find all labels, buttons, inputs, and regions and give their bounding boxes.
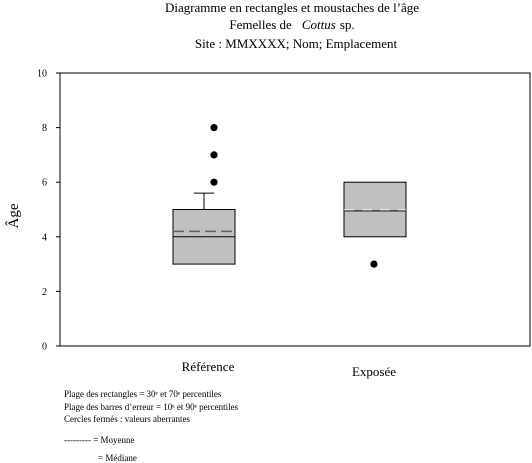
plot-frame (60, 73, 530, 346)
box-group (344, 182, 406, 268)
legend-box-range: Plage des rectangles = 30ᵉ et 70ᵉ percentiles (64, 389, 222, 399)
y-axis-label: Âge (6, 203, 22, 229)
category-label-reference: Référence (181, 359, 235, 374)
category-label-exposee: Exposée (351, 364, 397, 379)
legend-mean: --------- = Moyenne (64, 435, 135, 445)
outlier-point (210, 124, 217, 131)
y-tick-label: 10 (37, 68, 47, 80)
chart-title-species: Cottus (301, 17, 336, 32)
outlier-point (370, 261, 377, 268)
box-group (173, 124, 235, 264)
y-tick-label: 2 (42, 286, 47, 298)
y-axis-ticks (37, 69, 60, 353)
chart-title-line3: Site : MMXXXX; Nom; Emplacement (194, 36, 398, 51)
y-tick-label: 4 (42, 232, 47, 244)
outlier-point (210, 151, 217, 158)
chart-title-line2 (229, 17, 354, 32)
legend-whisker-range: Plage des barres d’erreur = 10ᵉ et 90ᵉ percentiles (64, 402, 239, 412)
legend-median: = Médiane (98, 453, 137, 463)
box-series (173, 124, 406, 268)
chart-title-line2-suffix: sp. (339, 17, 355, 32)
outlier-point (210, 179, 217, 186)
legend-outliers: Cercles fermés : valeurs aberrantes (64, 414, 190, 424)
chart-title-line1: Diagramme en rectangles et moustaches de l’âge (164, 0, 420, 15)
chart-title-line2-prefix: Femelles de (229, 17, 292, 32)
y-tick-label: 6 (42, 177, 47, 189)
y-tick-label: 0 (42, 341, 47, 353)
y-tick-label: 8 (42, 123, 47, 135)
